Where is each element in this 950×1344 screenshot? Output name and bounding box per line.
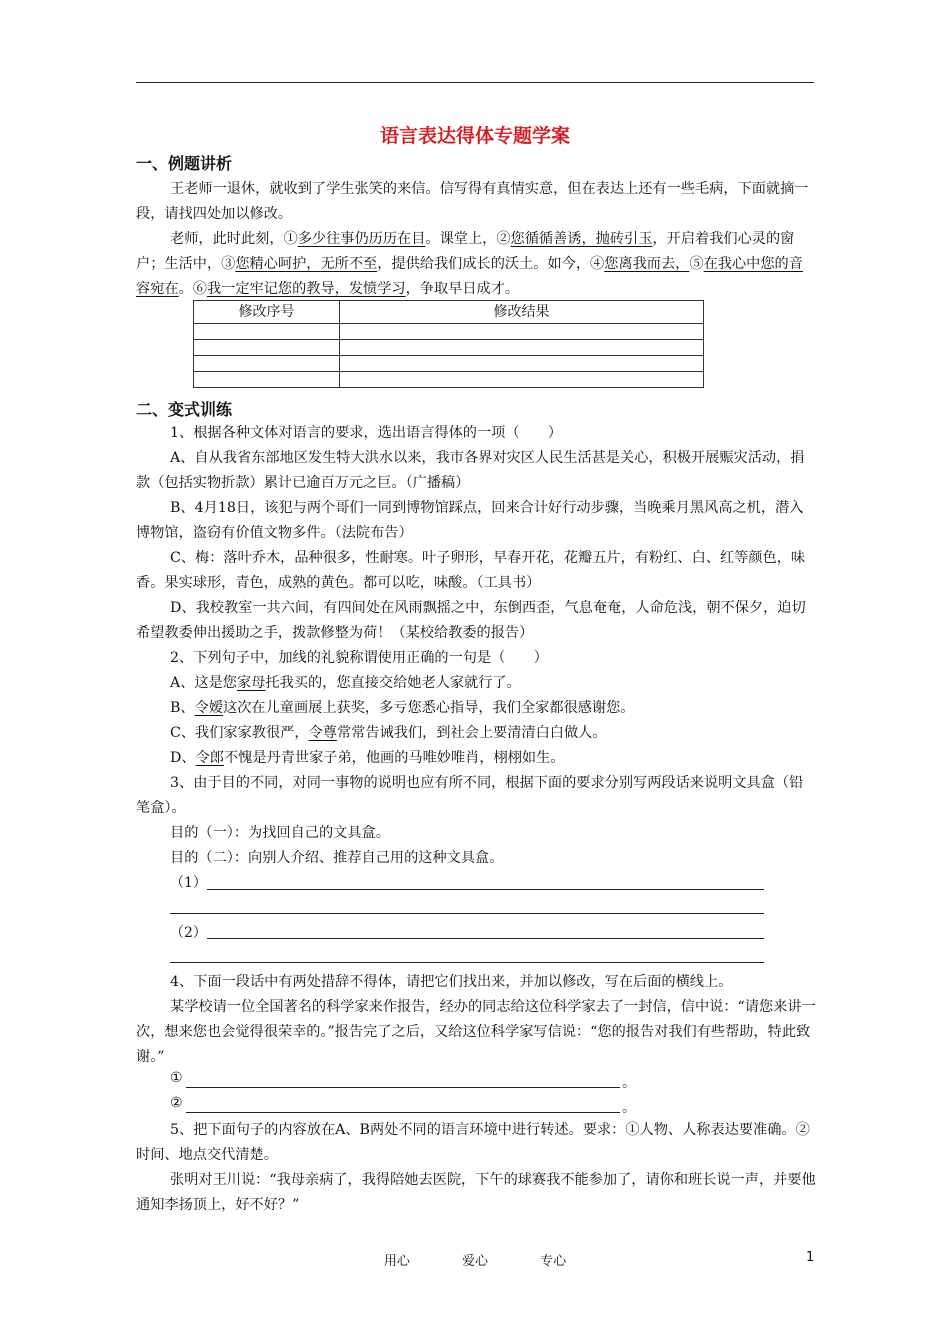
q4-answer-end-2: 。 bbox=[622, 1100, 636, 1116]
q1-stem: 1、根据各种文体对语言的要求，选出语言得体的一项（ ） bbox=[170, 425, 563, 441]
q1-option-c: C、梅：落叶乔木，品种很多，性耐寒。叶子卵形，早春开花，花瓣五片，有粉红、白、红等颜色，味香。果实球形，青色，成熟的黄色。都可以吃，味酸。（工具书） bbox=[136, 550, 806, 591]
table-cell[interactable] bbox=[340, 356, 704, 372]
q2-option-b: B、令嫒这次在儿童画展上获奖，多亏您悉心指导，我们全家都很感谢您。 bbox=[170, 700, 635, 716]
page-number: 1 bbox=[806, 1250, 815, 1265]
table-cell[interactable] bbox=[340, 340, 704, 356]
q5-body: 张明对王川说：“我母亲病了，我得陪她去医院，下午的球赛我不能参加了，请你和班长说一声，并要他通知李扬顶上，好不好？” bbox=[136, 1172, 816, 1213]
table-header-number: 修改序号 bbox=[194, 301, 340, 324]
header-rule bbox=[136, 82, 814, 83]
q5-stem: 5、把下面句子的内容放在A、B两处不同的语言环境中进行转述。要求：①人物、人称表达要准确。②时间、地点交代清楚。 bbox=[136, 1122, 810, 1163]
q3-purpose-1: 目的（一）：为找回自己的文具盒。 bbox=[170, 825, 390, 841]
q1-option-b: B、4月18日，该犯与两个哥们一同到博物馆踩点，回来合计好行动步骤，当晚乘月黑风高之机，潜入博物馆，盗窃有价值文物多件。（法院布告） bbox=[136, 500, 804, 541]
footer-item: 爱心 bbox=[461, 1254, 488, 1269]
section1-intro: 王老师一退休，就收到了学生张笑的来信。信写得有真情实意，但在表达上还有一些毛病，下面就摘一段，请找四处加以修改。 bbox=[136, 181, 809, 222]
page-title: 语言表达得体专题学案 bbox=[379, 125, 570, 147]
revision-table bbox=[193, 300, 704, 388]
table-cell[interactable] bbox=[194, 356, 340, 372]
q2-option-a: A、这是您家母托我买的，您直接交给她老人家就行了。 bbox=[170, 675, 521, 691]
q4-answer-marker-2: ② bbox=[170, 1095, 183, 1111]
q4-body: 某学校请一位全国著名的科学家来作报告，经办的同志给这位科学家去了一封信，信中说：“请您来讲一次，想来您也会觉得很荣幸的。”报告完了之后，又给这位科学家写信说：“您的报告对我们有些帮助，特此致谢。” bbox=[136, 999, 816, 1065]
section2-heading: 二、变式训练 bbox=[136, 400, 233, 419]
q1-option-a: A、自从我省东部地区发生特大洪水以来，我市各界对灾区人民生活甚是关心，积极开展赈灾活动，捐款（包括实物折款）累计已逾百万元之巨。（广播稿） bbox=[136, 450, 805, 491]
q3-answer-label-2: （2） bbox=[170, 925, 207, 941]
footer-item: 专心 bbox=[540, 1254, 567, 1269]
q4-answer-end-1: 。 bbox=[622, 1075, 636, 1091]
table-cell[interactable] bbox=[340, 324, 704, 340]
q3-stem: 3、由于目的不同，对同一事物的说明也应有所不同，根据下面的要求分别写两段话来说明文具盒（铅笔盒）。 bbox=[136, 775, 804, 816]
q3-purpose-2: 目的（二）：向别人介绍、推荐自己用的这种文具盒。 bbox=[170, 850, 504, 866]
table-cell[interactable] bbox=[194, 324, 340, 340]
section1-heading: 一、例题讲析 bbox=[136, 154, 233, 173]
q2-option-d: D、令郎不愧是丹青世家子弟，他画的马唯妙唯肖，栩栩如生。 bbox=[170, 750, 565, 766]
q2-stem: 2、下列句子中，加线的礼貌称谓使用正确的一句是（ ） bbox=[170, 650, 548, 666]
q3-answer-line-1b[interactable] bbox=[170, 913, 764, 914]
q4-answer-marker-1: ① bbox=[170, 1070, 183, 1086]
q3-answer-line-2b[interactable] bbox=[170, 962, 764, 963]
footer-item: 用心 bbox=[383, 1254, 410, 1269]
table-header-result: 修改结果 bbox=[340, 301, 704, 324]
q2-option-c: C、我们家家教很严，令尊常常告诫我们，到社会上要清清白白做人。 bbox=[170, 725, 607, 741]
q4-answer-line-1[interactable] bbox=[186, 1087, 620, 1088]
table-cell[interactable] bbox=[194, 372, 340, 388]
section1-letter: 老师，此时此刻，①多少往事仍历历在目。课堂上，②您循循善诱，抛砖引玉，开启着我们心灵的窗户；生活中，③您精心呵护，无所不至，提供给我们成长的沃土。如今，④您离我而去，⑤在我心中您的音容宛在。⑥我一定牢记您的教导，发愤学习，争取早日成才。 bbox=[136, 231, 803, 297]
table-cell[interactable] bbox=[194, 340, 340, 356]
q3-answer-line-1[interactable] bbox=[207, 889, 764, 890]
q4-answer-line-2[interactable] bbox=[186, 1112, 620, 1113]
q3-answer-line-2[interactable] bbox=[207, 938, 764, 939]
q1-option-d: D、我校教室一共六间，有四间处在风雨飘摇之中，东倒西歪，气息奄奄，人命危浅，朝不保夕，迫切希望教委伸出援助之手，拨款修整为荷！（某校给教委的报告） bbox=[136, 600, 806, 641]
table-cell[interactable] bbox=[340, 372, 704, 388]
q4-stem: 4、下面一段话中有两处措辞不得体，请把它们找出来，并加以修改，写在后面的横线上。 bbox=[170, 974, 733, 990]
q3-answer-label-1: （1） bbox=[170, 875, 207, 891]
